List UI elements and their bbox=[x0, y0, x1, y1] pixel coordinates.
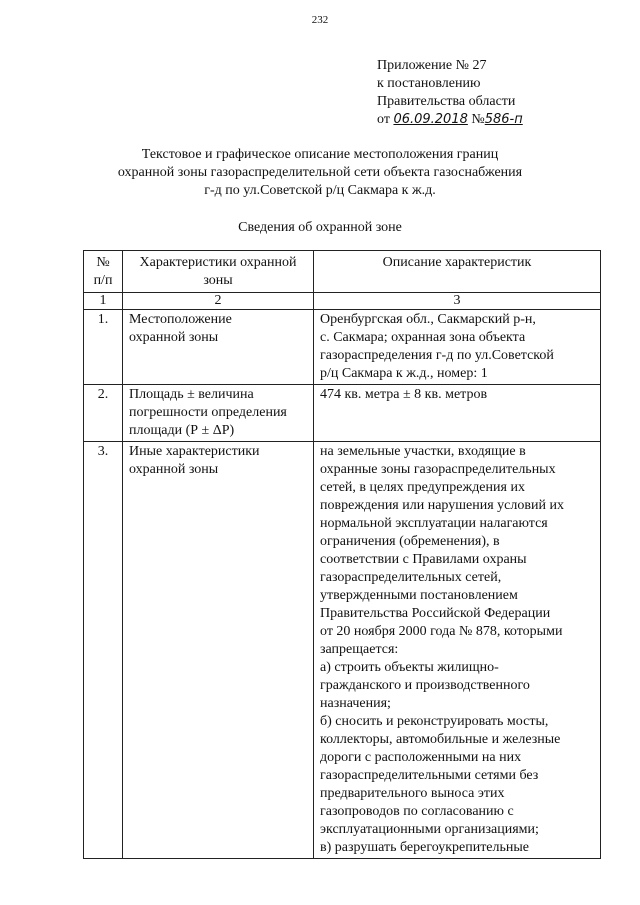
cell-line: Правительства Российской Федерации bbox=[320, 606, 551, 621]
page-number: 232 bbox=[311, 14, 329, 26]
cell-line: утвержденными постановлением bbox=[320, 588, 518, 603]
cell-line: погрешности определения bbox=[129, 405, 287, 420]
appendix-date-line bbox=[377, 111, 523, 129]
title-line: Текстовое и графическое описание местоположения границ bbox=[141, 147, 499, 162]
row-description bbox=[314, 442, 601, 859]
cell-line: 474 кв. метра ± 8 кв. метров bbox=[320, 387, 488, 402]
cell-line: повреждения или нарушения условий их bbox=[320, 498, 564, 513]
column-number: 1 bbox=[84, 293, 123, 310]
cell-line: охранной зоны bbox=[129, 462, 219, 477]
cell-line: р/ц Сакмара к ж.д., номер: 1 bbox=[320, 366, 488, 381]
column-number-row bbox=[84, 293, 601, 310]
table-header-row bbox=[84, 251, 601, 293]
cell-line: с. Сакмара; охранная зона объекта bbox=[320, 330, 526, 345]
header-cell-description bbox=[314, 251, 601, 293]
row-description bbox=[314, 385, 601, 442]
title-line: г-д по ул.Советской р/ц Сакмара к ж.д. bbox=[204, 183, 436, 198]
header-cell-characteristic bbox=[123, 251, 314, 293]
cell-line: охранной зоны bbox=[129, 330, 219, 345]
handwritten-number: 586-п bbox=[484, 112, 523, 127]
cell-line: а) строить объекты жилищно- bbox=[320, 660, 499, 675]
number-prefix: № bbox=[471, 112, 485, 127]
document-title bbox=[0, 146, 640, 200]
cell-line: Местоположение bbox=[129, 312, 232, 327]
column-number: 3 bbox=[314, 293, 601, 310]
cell-line: газораспределения г-д по ул.Советской bbox=[320, 348, 554, 363]
cell-line: Иные характеристики bbox=[129, 444, 260, 459]
cell-line: назначения; bbox=[320, 696, 391, 711]
cell-line: Площадь ± величина bbox=[129, 387, 254, 402]
cell-line: эксплуатационными организациями; bbox=[320, 822, 539, 837]
row-description bbox=[314, 310, 601, 385]
cell-line: дороги с расположенными на них bbox=[320, 750, 522, 765]
row-characteristic bbox=[123, 385, 314, 442]
table-row bbox=[84, 442, 601, 859]
cell-line: сетей, в целях предупреждения их bbox=[320, 480, 525, 495]
header-cell-num bbox=[84, 251, 123, 293]
header-text: зоны bbox=[203, 273, 233, 288]
table-row bbox=[84, 310, 601, 385]
zone-table bbox=[83, 250, 601, 859]
cell-line: Оренбургская обл., Сакмарский р-н, bbox=[320, 312, 536, 327]
row-number: 3. bbox=[84, 442, 123, 859]
appendix-line: к постановлению bbox=[377, 76, 481, 91]
cell-line: от 20 ноября 2000 года № 878, которыми bbox=[320, 624, 563, 639]
cell-line: запрещается: bbox=[320, 642, 399, 657]
row-characteristic bbox=[123, 310, 314, 385]
header-text: Характеристики охранной bbox=[139, 255, 297, 270]
cell-line: предварительного выноса этих bbox=[320, 786, 505, 801]
date-prefix: от bbox=[377, 112, 390, 127]
cell-line: соответствии с Правилами охраны bbox=[320, 552, 527, 567]
header-text: Описание характеристик bbox=[382, 255, 532, 270]
cell-line: площади (Р ± ΔР) bbox=[129, 423, 235, 438]
cell-line: коллекторы, автомобильные и железные bbox=[320, 732, 561, 747]
appendix-line: Приложение № 27 bbox=[377, 58, 487, 73]
handwritten-date: 06.09.2018 bbox=[393, 112, 468, 127]
row-number: 2. bbox=[84, 385, 123, 442]
column-number: 2 bbox=[123, 293, 314, 310]
cell-line: охранные зоны газораспределительных bbox=[320, 462, 556, 477]
cell-line: гражданского и производственного bbox=[320, 678, 530, 693]
row-number: 1. bbox=[84, 310, 123, 385]
cell-line: нормальной эксплуатации налагаются bbox=[320, 516, 548, 531]
row-characteristic bbox=[123, 442, 314, 859]
cell-line: на земельные участки, входящие в bbox=[320, 444, 526, 459]
cell-line: газораспределительными сетями без bbox=[320, 768, 539, 783]
appendix-line: Правительства области bbox=[377, 94, 516, 109]
title-line: охранной зоны газораспределительной сети объекта газоснабжения bbox=[117, 165, 523, 180]
header-text: п/п bbox=[93, 273, 113, 288]
appendix-block bbox=[377, 57, 523, 129]
cell-line: газораспределительных сетей, bbox=[320, 570, 502, 585]
cell-line: ограничения (обременения), в bbox=[320, 534, 500, 549]
cell-line: в) разрушать берегоукрепительные bbox=[320, 840, 530, 855]
cell-line: газопроводов по согласованию с bbox=[320, 804, 514, 819]
header-text: № bbox=[96, 255, 110, 270]
cell-line: б) сносить и реконструировать мосты, bbox=[320, 714, 549, 729]
section-heading: Сведения об охранной зоне bbox=[238, 220, 402, 235]
table-row bbox=[84, 385, 601, 442]
